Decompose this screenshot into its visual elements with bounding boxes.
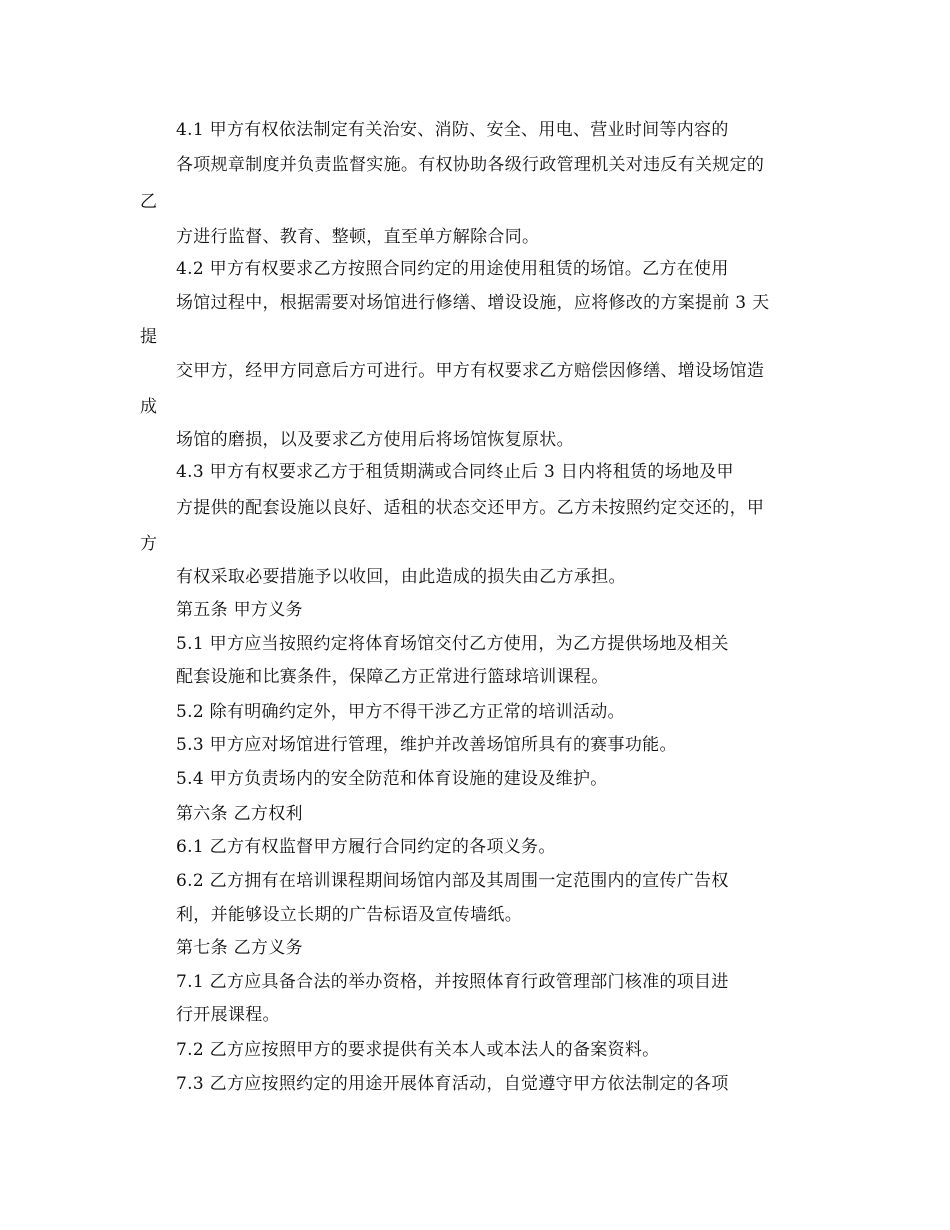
text-line: 4.1 甲方有权依法制定有关治安、消防、安全、用电、营业时间等内容的 <box>176 120 729 140</box>
text-line: 场馆过程中，根据需要对场馆进行修缮、增设设施，应将修改的方案提前 3 天 <box>176 293 770 313</box>
text-line: 有权采取必要措施予以收回，由此造成的损失由乙方承担。 <box>176 567 626 587</box>
text-line: 配套设施和比赛条件，保障乙方正常进行篮球培训课程。 <box>176 667 609 687</box>
text-line: 方 <box>140 534 158 554</box>
text-line: 各项规章制度并负责监督实施。有权协助各级行政管理机关对违反有关规定的 <box>176 155 765 175</box>
text-line: 乙 <box>140 192 158 212</box>
section-heading: 第六条 乙方权利 <box>176 804 303 824</box>
text-line: 7.1 乙方应具备合法的举办资格，并按照体育行政管理部门核准的项目进 <box>176 972 729 992</box>
text-line: 5.1 甲方应当按照约定将体育场馆交付乙方使用，为乙方提供场地及相关 <box>176 634 729 654</box>
text-line: 5.3 甲方应对场馆进行管理，维护并改善场馆所具有的赛事功能。 <box>176 735 677 755</box>
text-line: 成 <box>140 397 158 417</box>
text-line: 利，并能够设立长期的广告标语及宣传墙纸。 <box>176 905 522 925</box>
text-line: 6.1 乙方有权监督甲方履行合同约定的各项义务。 <box>176 837 556 857</box>
text-line: 行开展课程。 <box>176 1005 280 1025</box>
section-heading: 第五条 甲方义务 <box>176 600 303 620</box>
text-line: 交甲方，经甲方同意后方可进行。甲方有权要求乙方赔偿因修缮、增设场馆造 <box>176 361 765 381</box>
section-heading: 第七条 乙方义务 <box>176 938 303 958</box>
text-line: 提 <box>140 327 158 347</box>
text-line: 7.2 乙方应按照甲方的要求提供有关本人或本法人的备案资料。 <box>176 1040 660 1060</box>
text-line: 4.2 甲方有权要求乙方按照合同约定的用途使用租赁的场馆。乙方在使用 <box>176 259 729 279</box>
text-line: 7.3 乙方应按照约定的用途开展体育活动，自觉遵守甲方依法制定的各项 <box>176 1074 729 1094</box>
text-line: 5.4 甲方负责场内的安全防范和体育设施的建设及维护。 <box>176 769 608 789</box>
text-line: 4.3 甲方有权要求乙方于租赁期满或合同终止后 3 日内将租赁的场地及甲 <box>176 462 734 482</box>
text-line: 6.2 乙方拥有在培训课程期间场馆内部及其周围一定范围内的宣传广告权 <box>176 871 729 891</box>
text-line: 场馆的磨损，以及要求乙方使用后将场馆恢复原状。 <box>176 430 574 450</box>
text-line: 方进行监督、教育、整顿，直至单方解除合同。 <box>176 227 540 247</box>
text-line: 方提供的配套设施以良好、适租的状态交还甲方。乙方未按照约定交还的，甲 <box>176 498 765 518</box>
text-line: 5.2 除有明确约定外，甲方不得干涉乙方正常的培训活动。 <box>176 702 625 722</box>
